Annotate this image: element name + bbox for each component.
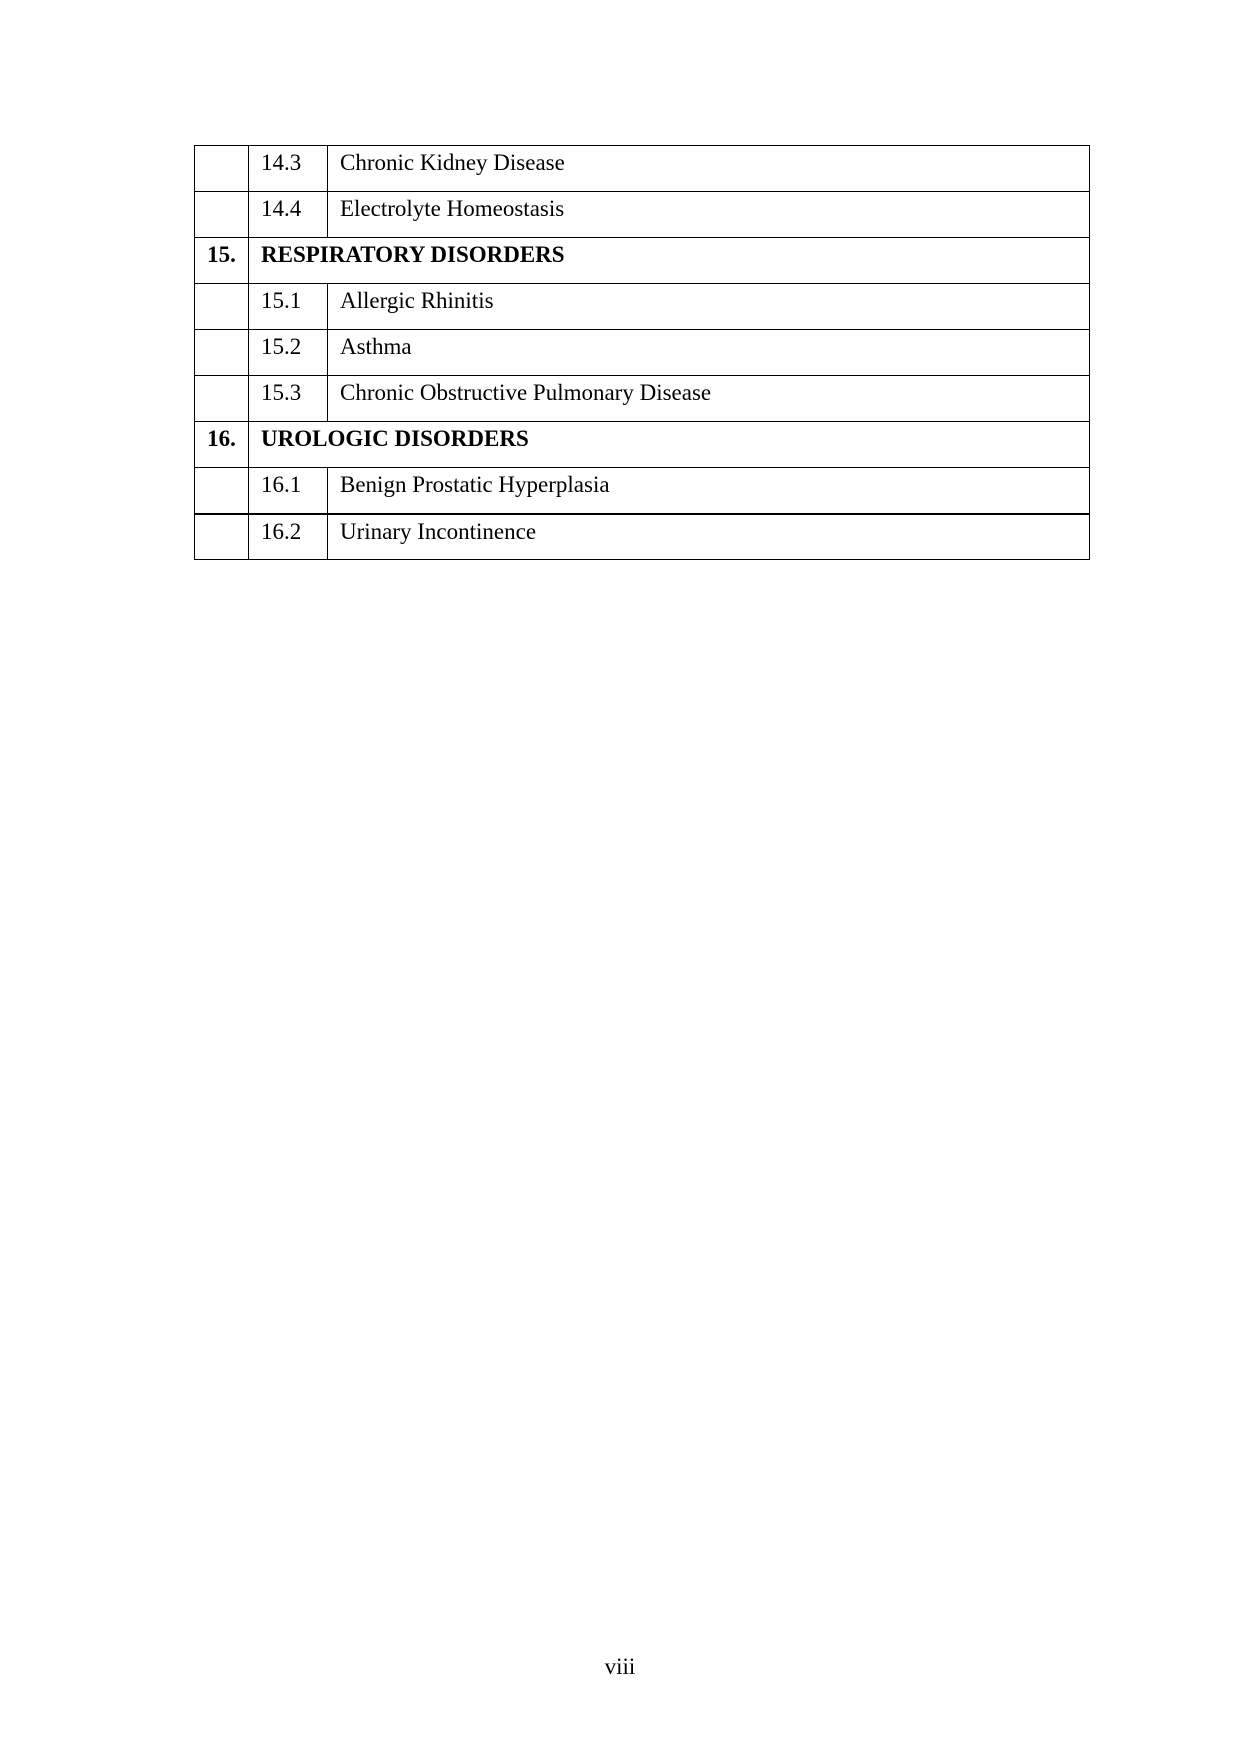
toc-subsection-number: 15.1 <box>249 284 328 330</box>
toc-row-sub <box>195 514 1090 560</box>
toc-blank-cell <box>195 514 249 560</box>
toc-blank-cell <box>195 192 249 238</box>
toc-subsection-title[interactable]: Allergic Rhinitis <box>328 284 1090 330</box>
toc-row-section <box>195 422 1090 468</box>
toc-section-number: 15. <box>195 238 249 284</box>
toc-section-title[interactable]: UROLOGIC DISORDERS <box>249 422 1090 468</box>
toc-row-section <box>195 238 1090 284</box>
toc-subsection-title[interactable]: Chronic Kidney Disease <box>328 146 1090 192</box>
toc-subsection-title[interactable]: Benign Prostatic Hyperplasia <box>328 468 1090 514</box>
toc-section-title[interactable]: RESPIRATORY DISORDERS <box>249 238 1090 284</box>
toc-blank-cell <box>195 376 249 422</box>
toc-subsection-number: 14.4 <box>249 192 328 238</box>
toc-blank-cell <box>195 468 249 514</box>
toc-row-sub <box>195 146 1090 192</box>
page-number: viii <box>604 1654 636 1679</box>
toc-subsection-number: 15.3 <box>249 376 328 422</box>
toc-blank-cell <box>195 284 249 330</box>
toc-row-sub <box>195 192 1090 238</box>
toc-subsection-number: 15.2 <box>249 330 328 376</box>
toc-row-sub <box>195 330 1090 376</box>
toc-subsection-title[interactable]: Electrolyte Homeostasis <box>328 192 1090 238</box>
toc-blank-cell <box>195 146 249 192</box>
toc-subsection-number: 14.3 <box>249 146 328 192</box>
toc-subsection-title[interactable]: Asthma <box>328 330 1090 376</box>
toc-subsection-title[interactable]: Chronic Obstructive Pulmonary Disease <box>328 376 1090 422</box>
toc-subsection-number: 16.1 <box>249 468 328 514</box>
toc-blank-cell <box>195 330 249 376</box>
toc-section-number: 16. <box>195 422 249 468</box>
toc-row-sub <box>195 376 1090 422</box>
toc-subsection-number: 16.2 <box>249 514 328 560</box>
toc-row-sub <box>195 468 1090 514</box>
toc-row-sub <box>195 284 1090 330</box>
table-of-contents <box>194 145 1090 560</box>
toc-subsection-title[interactable]: Urinary Incontinence <box>328 514 1090 560</box>
